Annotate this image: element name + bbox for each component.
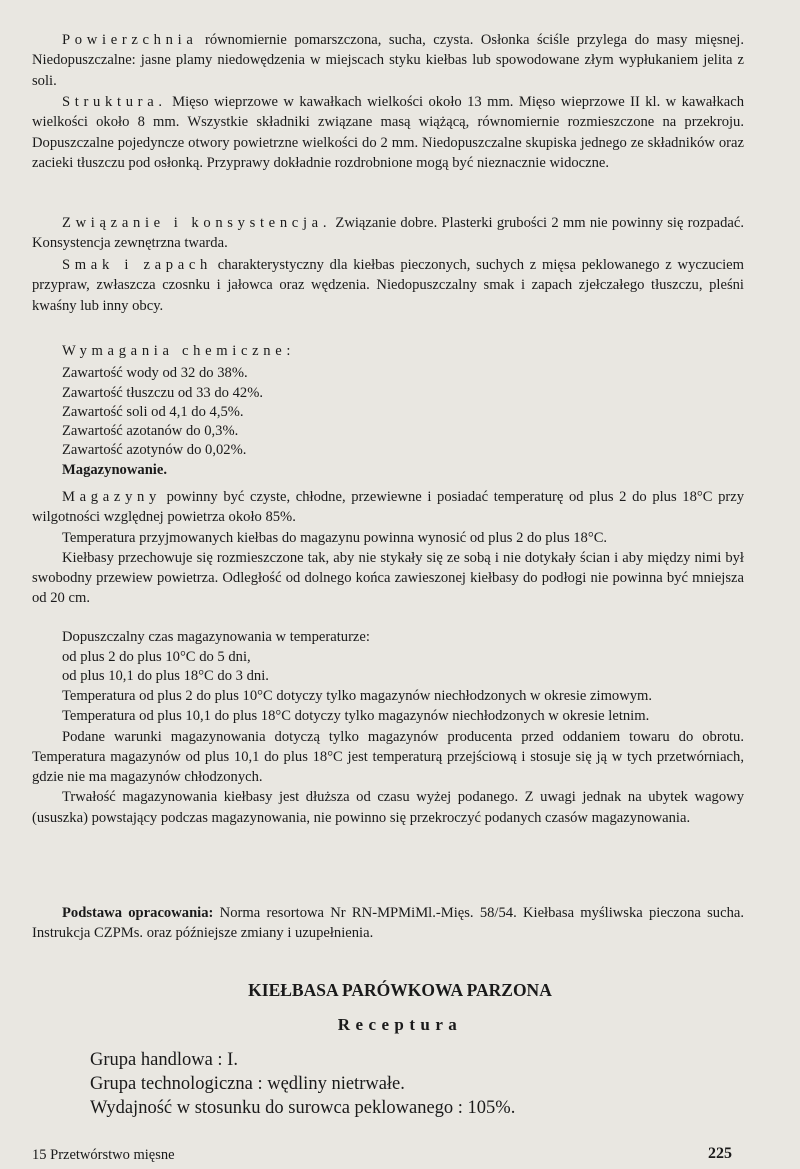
- basis-text: Norma resortowa Nr RN-MPMiMl.-Mięs. 58/54. Kiełbasa myśliwska pieczona sucha. Instrukcja CZPMs. oraz późniejsze zmiany i uzupełnienia.: [32, 905, 745, 942]
- chemical-requirements: [62, 342, 742, 480]
- chemical-item: Zawartość soli od 4,1 do 4,5%.: [62, 403, 244, 420]
- section-subtitle: Receptura: [337, 1015, 463, 1034]
- recipe-line: Grupa technologiczna : wędliny nietrwałe.: [90, 1074, 405, 1094]
- storage-time-item: od plus 10,1 do plus 18°C do 3 dni.: [62, 668, 269, 684]
- storage-label: Magazyny: [62, 489, 161, 505]
- structure-label: Struktura.: [62, 94, 167, 110]
- storage-times: [62, 628, 742, 687]
- surface-paragraph: [32, 30, 744, 91]
- chemical-heading: Wymagania chemiczne:: [62, 343, 296, 359]
- storage-paragraph: Temperatura przyjmowanych kiełbas do magazynu powinna wynosić od plus 2 do plus 18°C.: [62, 529, 608, 546]
- storage-heading: Magazynowanie.: [62, 461, 167, 478]
- chemical-item: Zawartość azotynów do 0,02%.: [62, 442, 247, 459]
- page-number: 225: [708, 1145, 732, 1162]
- recipe-details: [90, 1048, 750, 1120]
- consistency-paragraph: [32, 213, 744, 254]
- structure-paragraph: [32, 92, 744, 173]
- storage-text: powinny być czyste, chłodne, przewiewne i posiadać temperaturę od plus 2 do plus 18°C przy wilgotności względnej powietrza około 85%.: [32, 489, 744, 526]
- chemical-item: Zawartość wody od 32 do 38%.: [62, 365, 248, 382]
- taste-paragraph: [32, 255, 744, 316]
- recipe-line: Grupa handlowa : I.: [90, 1050, 238, 1070]
- storage-notes: [32, 686, 744, 828]
- storage-times-heading: Dopuszczalny czas magazynowania w temperaturze:: [62, 629, 370, 645]
- storage-time-item: od plus 2 do plus 10°C do 5 dni,: [62, 648, 251, 665]
- structure-text: Mięso wieprzowe w kawałkach wielkości około 13 mm. Mięso wieprzowe II kl. w kawałkach wielkości około 8 mm. Wszystkie składniki związane masą wiążącą, równomiernie rozmieszczone na przekroju. Dopuszczalne pojedyncze otwory powietrzne wielkości do 2 mm. Niedopuszczalne skupiska jednego ze składników oraz zacieki tłuszczu pod osłonką. Przyprawy dokładnie rozdrobnione mogą być nieznacznie widoczne.: [32, 94, 744, 171]
- basis-label: Podstawa opracowania:: [62, 905, 214, 921]
- taste-label: Smak i zapach: [62, 257, 213, 273]
- taste-text: charakterystyczny dla kiełbas pieczonych, suchych z mięsa peklowanego z wyczuciem przypraw, zwłaszcza czosnku i jałowca oraz wędzenia. Niedopuszczalny smak i zapach zjełczałego tłuszczu, pleśni kwaśny lub inny obcy.: [32, 257, 744, 314]
- consistency-label: Związanie i konsystencja.: [62, 215, 332, 231]
- footer-left: 15 Przetwórstwo mięsne: [32, 1147, 175, 1163]
- storage-paragraph: Temperatura od plus 10,1 do plus 18°C dotyczy tylko magazynów niechłodzonych w okresie letnim.: [62, 708, 650, 725]
- storage-paragraph: Trwałość magazynowania kiełbasy jest dłuższa od czasu wyżej podanego. Z uwagi jednak na ubytek wagowy (ususzka) powstający podczas magazynowania, nie powinno się przekroczyć podanych czasów magazynowania.: [32, 789, 744, 826]
- chemical-item: Zawartość tłuszczu od 33 do 42%.: [62, 384, 264, 401]
- section-title: KIEŁBASA PARÓWKOWA PARZONA: [248, 980, 552, 1000]
- chemical-item: Zawartość azotanów do 0,3%.: [62, 423, 239, 440]
- surface-text: równomiernie pomarszczona, sucha, czysta. Osłonka ściśle przylega do masy mięsnej. Niedopuszczalne: jasne plamy niedowędzenia w miejscach styku kiełbas lub spowodowane złym wypłukaniem jelita z soli.: [32, 32, 744, 89]
- storage-paragraph: Temperatura od plus 2 do plus 10°C dotyczy tylko magazynów niechłodzonych w okresie zimowym.: [62, 688, 653, 704]
- recipe-line: Wydajność w stosunku do surowca peklowanego : 105%.: [90, 1098, 516, 1118]
- storage-paragraph: Kiełbasy przechowuje się rozmieszczone tak, aby nie stykały się ze sobą i nie dotykały ścian i aby między nimi był swobodny przewiew powietrza. Odległość od dolnego końca zawieszonej kiełbasy do podłogi nie powinna być mniejsza od 20 cm.: [32, 549, 744, 607]
- storage-section: [32, 487, 744, 609]
- basis-paragraph: [32, 903, 744, 944]
- storage-paragraph: Podane warunki magazynowania dotyczą tylko magazynów producenta przed oddaniem towaru do obrotu. Temperatura magazynów od plus 10,1 do plus 18°C jest temperaturą przejściową i stosuje się ją w tych przetwórniach, gdzie nie ma magazynów chłodzonych.: [32, 728, 744, 786]
- surface-label: Powierzchnia: [62, 32, 198, 48]
- consistency-text: Związanie dobre. Plasterki grubości 2 mm nie powinny się rozpadać. Konsystencja zewnętrzna twarda.: [32, 215, 744, 252]
